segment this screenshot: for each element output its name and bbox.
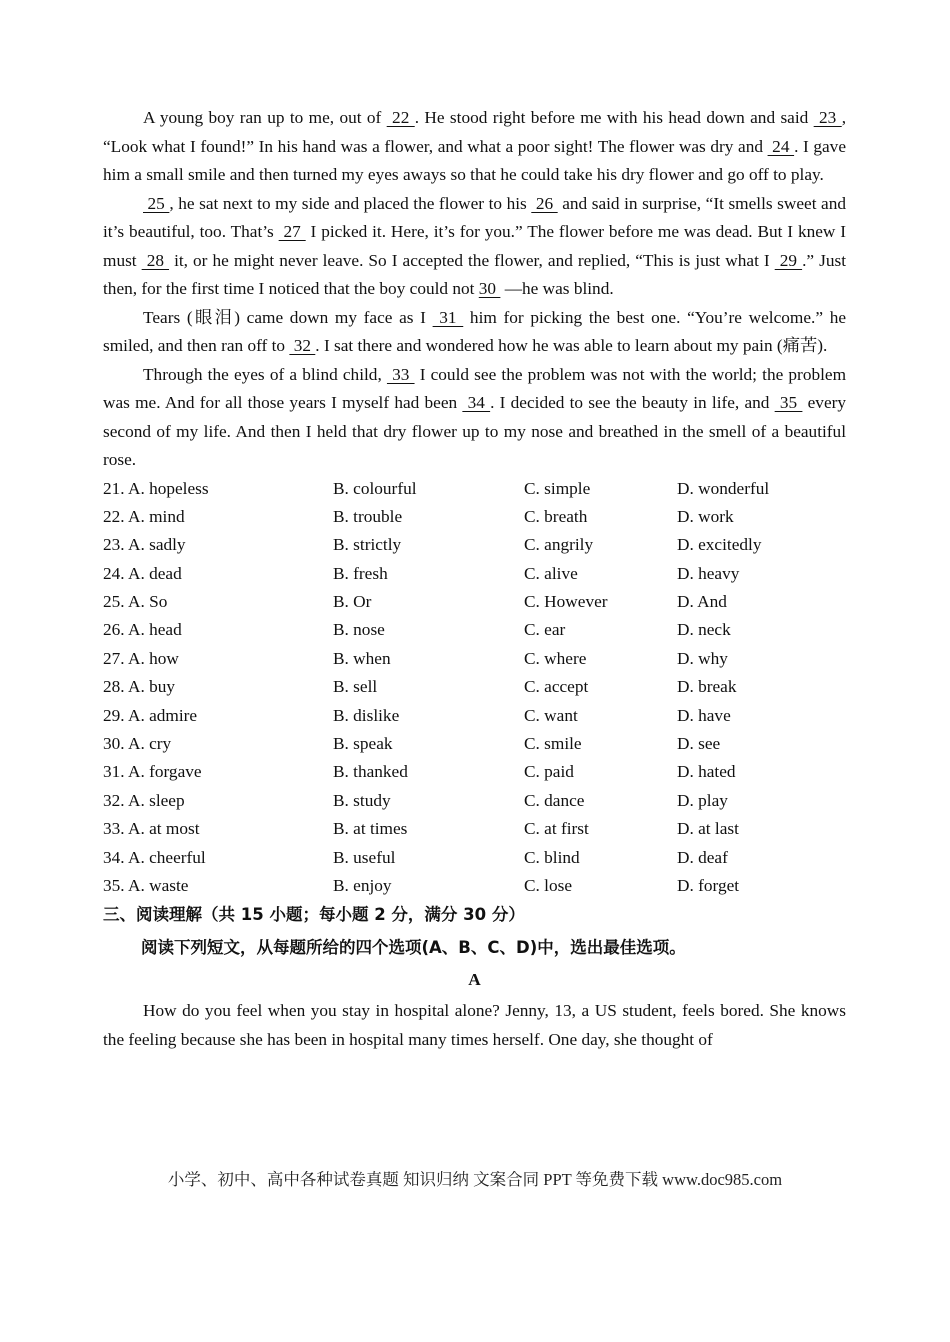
option-c: C. want: [524, 705, 578, 725]
text-run: , “Look what I found!” In his hand was a flower, and what a poor sight! The flower was dry and: [103, 108, 847, 156]
option-b: B. thanked: [333, 762, 408, 782]
option-d: D. forget: [677, 875, 740, 895]
blank-29: 29: [774, 250, 803, 270]
option-a: 22. A. mind: [103, 506, 185, 526]
option-a: 28. A. buy: [103, 677, 176, 697]
option-d: D. at last: [677, 819, 739, 839]
page-content: [103, 104, 846, 1054]
text-run: him for picking the best one. “You’re welcome.” he smiled, and then ran off to: [103, 307, 847, 355]
blank-22: 22: [386, 108, 415, 127]
option-d: D. break: [677, 677, 737, 697]
option-b: B. useful: [333, 847, 396, 867]
text-run: every second of my life. And then I held that dry flower up to my nose and breathed in the smell of a beautiful rose.: [103, 393, 847, 469]
blank-32: 32: [289, 336, 316, 355]
option-a: 35. A. waste: [103, 875, 189, 895]
text-run: , he sat next to my side and placed the flower to his: [169, 193, 532, 213]
option-row-24: [103, 560, 846, 588]
option-c: C. simple: [524, 478, 591, 498]
option-d: D. deaf: [677, 847, 728, 867]
text-run: I picked it. Here, it’s for you.” The flower before me was dead. But I knew I must: [103, 222, 846, 270]
blank-35: 35: [774, 393, 803, 412]
section-heading: 三、阅读理解（共 15 小题；每小题 2 分，满分 30 分）: [103, 905, 525, 925]
text-run: —he was blind.: [500, 279, 614, 298]
passage-paragraph-2: [103, 190, 846, 304]
reading-passage-paragraph: How do you feel when you stay in hospital alone? Jenny, 13, a US student, feels bored. She knows the feeling because she has been in hospital many times herself. One day, she thought of: [103, 1001, 846, 1049]
option-a: 31. A. forgave: [103, 762, 202, 782]
option-a: 27. A. how: [103, 648, 179, 668]
option-a: 21. A. hopeless: [103, 478, 209, 498]
text-run: it, or he might never leave. So I accepted the flower, and replied, “This is just what I: [169, 250, 775, 270]
blank-24: 24: [767, 136, 795, 156]
option-d: D. And: [677, 592, 727, 612]
option-row-31: [103, 758, 846, 786]
section-instruction: 阅读下列短文，从每题所给的四个选项(A、B、C、D)中，选出最佳选项。: [141, 938, 686, 958]
option-a: 24. A. dead: [103, 563, 182, 583]
option-c: C. breath: [524, 506, 588, 526]
passage-label: A: [468, 970, 481, 990]
options-list: [103, 475, 846, 901]
option-a: 32. A. sleep: [103, 790, 185, 810]
text-run: . I sat there and wondered how he was able to learn about my pain (痛苦).: [315, 336, 828, 355]
option-b: B. Or: [333, 592, 372, 612]
text-run: Through the eyes of a blind child,: [143, 364, 387, 384]
option-row-26: [103, 616, 846, 644]
option-b: B. at times: [333, 819, 408, 839]
option-row-29: [103, 702, 846, 730]
option-b: B. fresh: [333, 563, 388, 583]
option-a: 29. A. admire: [103, 705, 198, 725]
option-b: B. trouble: [333, 506, 403, 526]
option-a: 23. A. sadly: [103, 535, 186, 555]
option-a: 26. A. head: [103, 620, 182, 640]
text-run: and said in surprise, “It smells sweet and it’s beautiful, too. That’s: [103, 193, 846, 241]
blank-33: 33: [386, 364, 415, 384]
option-b: B. strictly: [333, 535, 402, 555]
option-row-23: [103, 531, 846, 559]
option-c: C. However: [524, 592, 608, 612]
option-c: C. blind: [524, 847, 580, 867]
option-d: D. why: [677, 648, 728, 668]
option-row-33: [103, 815, 846, 843]
option-b: B. sell: [333, 677, 378, 697]
text-run: . I gave him a small smile and then turned my eyes aways so that he could take his dry flower and go off to play.: [103, 136, 846, 184]
option-b: B. when: [333, 648, 391, 668]
option-b: B. colourful: [333, 478, 417, 498]
option-d: D. neck: [677, 620, 731, 640]
blank-30: 30: [478, 279, 501, 298]
option-d: D. wonderful: [677, 478, 770, 498]
text-run: . I decided to see the beauty in life, and: [490, 393, 775, 412]
option-row-21: [103, 475, 846, 503]
blank-27: 27: [278, 222, 306, 241]
blank-28: 28: [141, 250, 170, 270]
text-run: .” Just then, for the first time I noticed that the boy could not: [103, 250, 847, 298]
blank-34: 34: [462, 393, 491, 412]
blank-31: 31: [432, 307, 464, 327]
option-d: D. have: [677, 705, 731, 725]
passage-paragraph-1: [103, 104, 846, 190]
option-b: B. study: [333, 790, 391, 810]
passage-paragraph-3: [103, 304, 846, 361]
option-d: D. excitedly: [677, 535, 762, 555]
option-d: D. heavy: [677, 563, 740, 583]
text-run: Tears (眼泪) came down my face as I: [143, 307, 433, 327]
option-b: B. enjoy: [333, 875, 392, 895]
option-b: B. speak: [333, 734, 393, 754]
page-footer: 小学、初中、高中各种试卷真题 知识归纳 文案合同 PPT 等免费下载 www.doc985.com: [167, 1170, 783, 1189]
option-row-25: [103, 588, 846, 616]
option-a: 34. A. cheerful: [103, 847, 206, 867]
option-a: 33. A. at most: [103, 819, 200, 839]
blank-25: 25: [143, 193, 170, 213]
blank-23: 23: [813, 108, 842, 127]
option-d: D. play: [677, 790, 728, 810]
option-c: C. angrily: [524, 535, 594, 555]
option-d: D. hated: [677, 762, 736, 782]
option-a: 25. A. So: [103, 592, 168, 612]
option-c: C. at first: [524, 819, 589, 839]
option-c: C. paid: [524, 762, 574, 782]
option-c: C. where: [524, 648, 587, 668]
option-row-22: [103, 503, 846, 531]
text-run: . He stood right before me with his head down and said: [414, 108, 814, 127]
option-c: C. lose: [524, 875, 573, 895]
text-run: A young boy ran up to me, out of: [143, 108, 387, 127]
text-run: I could see the problem was not with the world; the problem was me. And for all those years I myself had been: [103, 364, 847, 412]
option-row-30: [103, 730, 846, 758]
option-b: B. dislike: [333, 705, 400, 725]
option-c: C. ear: [524, 620, 566, 640]
option-row-35: [103, 872, 846, 900]
option-row-34: [103, 844, 846, 872]
option-d: D. work: [677, 506, 734, 526]
option-d: D. see: [677, 734, 721, 754]
blank-26: 26: [531, 193, 558, 213]
option-c: C. accept: [524, 677, 589, 697]
option-c: C. alive: [524, 563, 578, 583]
option-row-28: [103, 673, 846, 701]
option-c: C. dance: [524, 790, 585, 810]
option-c: C. smile: [524, 734, 582, 754]
option-row-27: [103, 645, 846, 673]
option-a: 30. A. cry: [103, 734, 172, 754]
passage-paragraph-4: [103, 361, 846, 475]
option-b: B. nose: [333, 620, 385, 640]
option-row-32: [103, 787, 846, 815]
